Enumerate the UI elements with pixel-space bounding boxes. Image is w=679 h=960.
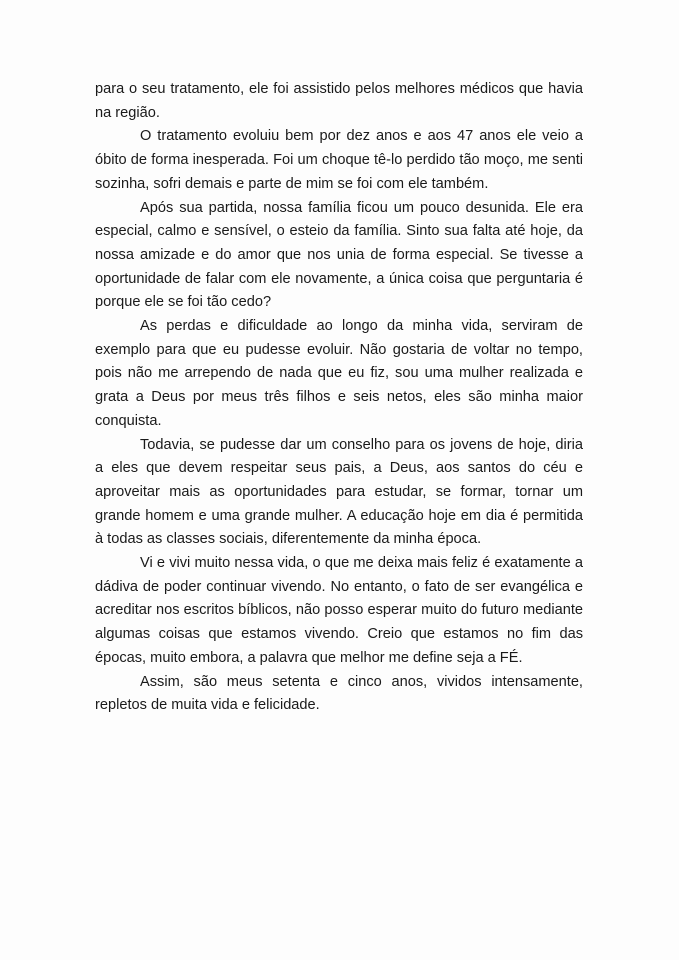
document-body [95, 78, 583, 718]
paragraph: Após sua partida, nossa família ficou um pouco desunida. Ele era especial, calmo e sensível, o esteio da família. Sinto sua falta até hoje, da nossa amizade e do amor que nos unia de forma especial. Se tivesse a oportunidade de falar com ele novamente, a única coisa que perguntaria é porque ele se foi tão cedo? [95, 199, 583, 311]
paragraph: As perdas e dificuldade ao longo da minha vida, serviram de exemplo para que eu pudesse evoluir. Não gostaria de voltar no tempo, pois não me arrependo de nada que eu fiz, sou uma mulher realizada e grata a Deus por meus três filhos e seis netos, eles são minha maior conquista. [95, 318, 583, 429]
paragraph: O tratamento evoluiu bem por dez anos e aos 47 anos ele veio a óbito de forma inesperada. Foi um choque tê-lo perdido tão moço, me senti sozinha, sofri demais e parte de mim se foi com ele também. [95, 128, 583, 192]
paragraph: Todavia, se pudesse dar um conselho para os jovens de hoje, diria a eles que devem respeitar seus pais, a Deus, aos santos do céu e aproveitar mais as oportunidades para estudar, se formar, tornar um grande homem e uma grande mulher. A educação hoje em dia é permitida à todas as classes sociais, diferentemente da minha época. [95, 436, 583, 548]
paragraph: Assim, são meus setenta e cinco anos, vividos intensamente, repletos de muita vida e felicidade. [95, 673, 583, 714]
paragraph: Vi e vivi muito nessa vida, o que me deixa mais feliz é exatamente a dádiva de poder continuar vivendo. No entanto, o fato de ser evangélica e acreditar nos escritos bíblicos, não posso esperar muito do futuro mediante algumas coisas que estamos vivendo. Creio que estamos no fim das épocas, muito embora, a palavra que melhor me define seja a FÉ. [95, 555, 583, 666]
paragraph: para o seu tratamento, ele foi assistido pelos melhores médicos que havia na região. [95, 81, 583, 121]
